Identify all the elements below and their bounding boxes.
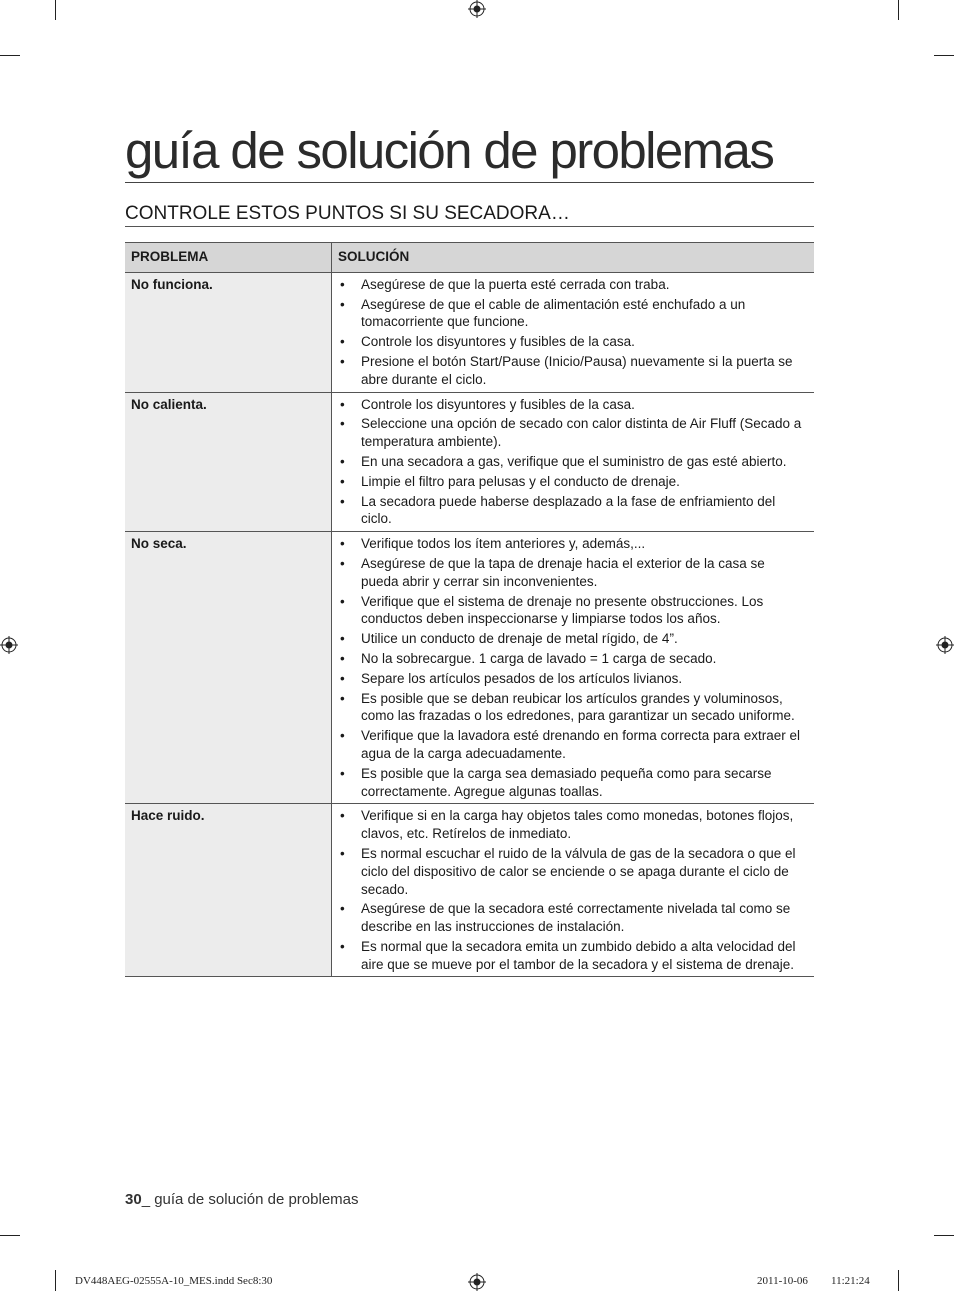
solution-item: • Asegúrese de que la puerta esté cerrada con traba. [338,276,806,294]
solution-item: • Asegúrese de que la tapa de drenaje hacia el exterior de la casa se pueda abrir y cerrar sin inconvenientes. [338,555,806,591]
crop-mark [898,0,899,20]
solution-item: • Controle los disyuntores y fusibles de la casa. [338,333,806,351]
table-row [125,804,814,977]
solution-item: • En una secadora a gas, verifique que el suministro de gas esté abierto. [338,453,806,471]
print-slug-time: 11:21:24 [831,1275,870,1287]
solution-item: • Seleccione una opción de secado con calor distinta de Air Fluff (Secado a temperatura ambiente). [338,415,806,451]
solution-item: • Verifique que la lavadora esté drenando en forma correcta para extraer el agua de la carga adecuadamente. [338,727,806,763]
table-header-row [125,243,814,273]
solution-list [338,535,806,800]
problem-cell: No seca. [125,532,332,804]
solution-item: • Verifique si en la carga hay objetos tales como monedas, botones flojos, clavos, etc. Retírelos de inmediato. [338,807,806,843]
registration-mark-icon [936,636,954,654]
solution-item: • Verifique todos los ítem anteriores y, además,... [338,535,806,553]
solution-item: • Es posible que se deban reubicar los artículos grandes y voluminosos, como las frazadas o los edredones, para garantizar un secado uniforme. [338,690,806,726]
registration-mark-icon [0,636,18,654]
registration-mark-icon [468,0,486,18]
column-header-solution: SOLUCIÓN [332,243,815,273]
solution-cell [332,272,815,392]
solution-item: • Asegúrese de que el cable de alimentación esté enchufado a un tomacorriente que funcione. [338,296,806,332]
section-heading: CONTROLE ESTOS PUNTOS SI SU SECADORA… [125,202,814,227]
page-number: 30 [125,1191,142,1208]
solution-cell [332,804,815,977]
solution-cell [332,532,815,804]
page-title: guía de solución de problemas [125,120,814,183]
solution-item: • Presione el botón Start/Pause (Inicio/Pausa) nuevamente si la puerta se abre durante el ciclo. [338,353,806,389]
table-row [125,532,814,804]
table-row [125,272,814,392]
crop-mark [0,55,20,56]
solution-list [338,276,806,389]
crop-mark [55,1270,56,1291]
solution-list [338,807,806,973]
crop-mark [55,0,56,20]
crop-mark [934,55,954,56]
print-slug-date: 2011-10-06 [757,1275,808,1287]
problem-cell: No calienta. [125,392,332,532]
solution-item: • Es normal escuchar el ruido de la válvula de gas de la secadora o que el ciclo del dispositivo de calor se enciende o se apaga durante el ciclo de secado. [338,845,806,898]
crop-mark [0,1235,20,1236]
column-header-problem: PROBLEMA [125,243,332,273]
solution-item: • Separe los artículos pesados de los artículos livianos. [338,670,806,688]
registration-mark-icon [468,1273,486,1291]
solution-item: • Limpie el filtro para pelusas y el conducto de drenaje. [338,473,806,491]
problem-cell: No funciona. [125,272,332,392]
print-slug-file: DV448AEG-02555A-10_MES.indd Sec8:30 [75,1275,273,1287]
solution-item: • Es posible que la carga sea demasiado pequeña como para secarse correctamente. Agregue algunas toallas. [338,765,806,801]
crop-mark [898,1270,899,1291]
table-row [125,392,814,532]
solution-item: • Asegúrese de que la secadora esté correctamente nivelada tal como se describe en las instrucciones de instalación. [338,900,806,936]
footer-section-label: _ guía de solución de problemas [141,1191,359,1208]
solution-item: • No la sobrecargue. 1 carga de lavado = 1 carga de secado. [338,650,806,668]
crop-mark [934,1235,954,1236]
solution-item: • Controle los disyuntores y fusibles de la casa. [338,396,806,414]
solution-item: • Verifique que el sistema de drenaje no presente obstrucciones. Los conductos deben inspeccionarse y limpiarse todos los años. [338,593,806,629]
solution-list [338,396,806,529]
solution-item: • La secadora puede haberse desplazado a la fase de enfriamiento del ciclo. [338,493,806,529]
troubleshooting-table [125,242,814,977]
problem-cell: Hace ruido. [125,804,332,977]
solution-cell [332,392,815,532]
page-footer [125,1191,359,1208]
solution-item: • Es normal que la secadora emita un zumbido debido a alta velocidad del aire que se mueve por el tambor de la secadora y el sistema de drenaje. [338,938,806,974]
solution-item: • Utilice un conducto de drenaje de metal rígido, de 4”. [338,630,806,648]
